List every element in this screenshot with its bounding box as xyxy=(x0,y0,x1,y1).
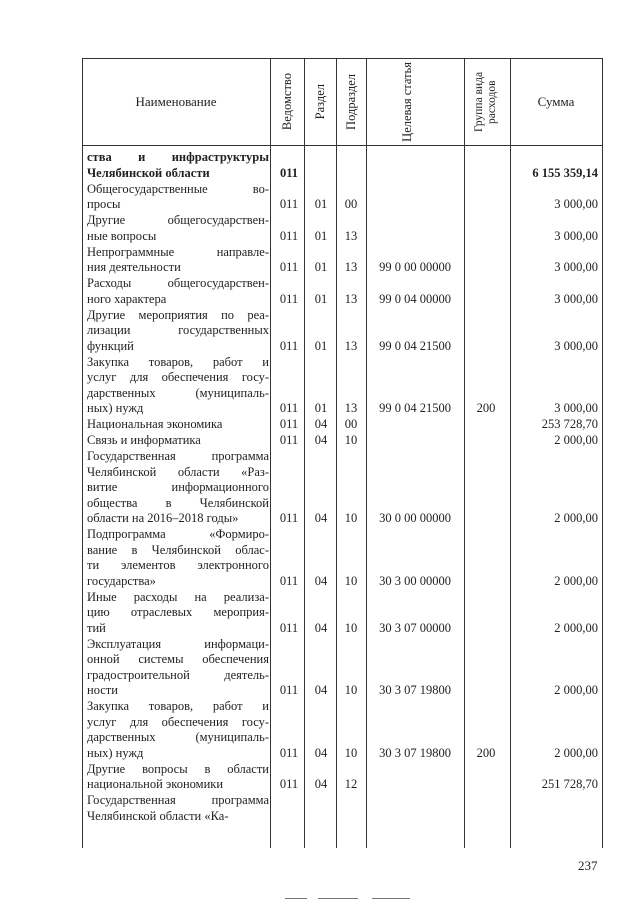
razdel-cell: 04 xyxy=(314,683,328,697)
header-summa-label: Сумма xyxy=(537,94,575,109)
celevaya-cell: 30 0 00 00000 xyxy=(379,511,451,525)
table-row xyxy=(82,527,602,589)
row-name xyxy=(87,245,269,276)
podrazdel-cell: 10 xyxy=(344,433,358,447)
table-row xyxy=(82,355,602,417)
header-vedomstvo-label: Ведомство xyxy=(279,73,294,131)
row-name-line: цию отраслевых мероприя- xyxy=(87,605,269,619)
row-name xyxy=(87,276,269,307)
row-name-line: Иные расходы на реализа- xyxy=(87,589,269,604)
vedomstvo-cell: 011 xyxy=(279,745,299,760)
celevaya-cell: 30 3 00 00000 xyxy=(379,573,451,588)
razdel-cell: 04 xyxy=(314,511,328,525)
table-row xyxy=(82,637,602,699)
razdel-cell: 04 xyxy=(314,777,328,791)
row-name-line: Другие мероприятия по реа- xyxy=(87,307,269,322)
row-name-line: Государственная программа xyxy=(87,793,269,807)
row-name-line: ные вопросы xyxy=(87,228,157,243)
summa-cell: 6 155 359,14 xyxy=(532,165,598,180)
table-row xyxy=(82,433,602,449)
header-razdel xyxy=(304,59,336,145)
row-name xyxy=(87,182,269,213)
row-name-line: Эксплуатация информаци- xyxy=(87,636,269,651)
row-name xyxy=(87,527,269,589)
row-name-line: ных) нужд xyxy=(87,745,144,760)
row-name-line: ного характера xyxy=(87,291,167,306)
celevaya-cell: 99 0 04 21500 xyxy=(379,401,451,415)
vedomstvo-cell: 011 xyxy=(279,291,299,306)
header-podrazdel xyxy=(336,59,366,145)
row-name-line: ти элементов электронного xyxy=(87,558,269,572)
vedomstvo-cell: 011 xyxy=(279,511,299,525)
row-name-line: услуг для обеспечения госу- xyxy=(87,714,269,729)
row-name xyxy=(87,699,269,761)
row-name-line: Закупка товаров, работ и xyxy=(87,699,269,713)
footer-mark xyxy=(372,898,410,899)
row-name-line: Другие вопросы в области xyxy=(87,761,269,776)
vedomstvo-cell: 011 xyxy=(279,401,299,415)
table-row xyxy=(82,417,602,433)
table-row xyxy=(82,276,602,307)
podrazdel-cell: 13 xyxy=(344,401,358,415)
footer-mark xyxy=(318,898,358,899)
row-name-line: Расходы общегосударствен- xyxy=(87,276,269,290)
footer-mark xyxy=(285,898,307,899)
summa-cell: 3 000,00 xyxy=(554,401,598,415)
page-number: 237 xyxy=(578,858,598,873)
razdel-cell: 04 xyxy=(314,620,328,635)
celevaya-cell: 30 3 07 00000 xyxy=(379,620,451,635)
row-name-line: витие информационного xyxy=(87,480,269,494)
row-name-line: ных) нужд xyxy=(87,401,144,415)
razdel-cell: 01 xyxy=(314,338,328,353)
row-name-line: вание в Челябинской облас- xyxy=(87,542,269,557)
razdel-cell: 01 xyxy=(314,197,328,211)
row-name xyxy=(87,793,269,824)
vedomstvo-cell: 011 xyxy=(279,620,299,635)
row-name xyxy=(87,637,269,699)
row-name-line: градостроительной деятель- xyxy=(87,667,269,682)
row-name-line: ности xyxy=(87,683,118,697)
row-name-line: тий xyxy=(87,620,106,635)
summa-cell: 2 000,00 xyxy=(554,620,598,635)
row-name-line: функций xyxy=(87,338,134,353)
row-name-line: Подпрограмма «Формиро- xyxy=(87,527,269,541)
table-row xyxy=(82,762,602,793)
razdel-cell: 01 xyxy=(314,401,328,415)
summa-cell: 2 000,00 xyxy=(554,745,598,760)
podrazdel-cell: 12 xyxy=(344,777,358,791)
vedomstvo-cell: 011 xyxy=(279,573,299,588)
celevaya-cell: 99 0 04 00000 xyxy=(379,291,451,306)
podrazdel-cell: 10 xyxy=(344,683,358,697)
podrazdel-cell: 13 xyxy=(344,260,358,274)
table-row xyxy=(82,213,602,244)
row-name-line: Закупка товаров, работ и xyxy=(87,354,269,369)
vedomstvo-cell: 011 xyxy=(279,683,299,697)
podrazdel-cell: 10 xyxy=(344,573,358,588)
row-name xyxy=(87,150,269,181)
summa-cell: 251 728,70 xyxy=(541,777,598,791)
gruppa-cell: 200 xyxy=(476,745,496,760)
summa-cell: 2 000,00 xyxy=(554,511,598,525)
row-name-line: ния деятельности xyxy=(87,260,181,274)
header-vedomstvo xyxy=(270,59,304,145)
podrazdel-cell: 10 xyxy=(344,620,358,635)
row-name-line: дарственных (муниципаль- xyxy=(87,385,269,400)
table-header xyxy=(82,58,602,146)
row-name-line: Связь и информатика xyxy=(87,433,201,447)
podrazdel-cell: 13 xyxy=(344,291,358,306)
header-celevaya-label: Целевая статья xyxy=(400,62,414,142)
vedomstvo-cell: 011 xyxy=(279,197,299,211)
row-name xyxy=(87,355,269,417)
row-name-line: Национальная экономика xyxy=(87,417,223,431)
razdel-cell: 04 xyxy=(314,433,328,447)
vedomstvo-cell: 011 xyxy=(279,228,299,243)
row-name-line: общества в Челябинской xyxy=(87,495,269,510)
row-name-line: лизации государственных xyxy=(87,323,269,337)
grid-line xyxy=(602,58,603,848)
header-summa xyxy=(510,59,602,145)
row-name xyxy=(87,762,269,793)
vedomstvo-cell: 011 xyxy=(279,338,299,353)
row-name xyxy=(87,449,269,527)
row-name-line: национальной экономики xyxy=(87,777,224,791)
header-name-label: Наименование xyxy=(135,94,217,109)
summa-cell: 2 000,00 xyxy=(554,433,598,447)
table-row xyxy=(82,150,602,181)
razdel-cell: 01 xyxy=(314,228,328,243)
row-name-line: Общегосударственные во- xyxy=(87,181,269,196)
summa-cell: 3 000,00 xyxy=(554,338,598,353)
row-name-line: области на 2016–2018 годы» xyxy=(87,511,239,525)
row-name-line: онной системы обеспечения xyxy=(87,652,269,666)
podrazdel-cell: 00 xyxy=(344,197,358,211)
header-podrazdel-label: Подраздел xyxy=(343,74,358,130)
row-name-line: Челябинской области xyxy=(87,165,210,180)
header-gruppa-label: Группа вида расходов xyxy=(473,71,498,133)
gruppa-cell: 200 xyxy=(476,401,496,415)
podrazdel-cell: 10 xyxy=(344,745,358,760)
row-name xyxy=(87,433,269,449)
table-row xyxy=(82,245,602,276)
table-row xyxy=(82,182,602,213)
summa-cell: 3 000,00 xyxy=(554,228,598,243)
vedomstvo-cell: 011 xyxy=(279,433,299,447)
podrazdel-cell: 13 xyxy=(344,228,358,243)
header-gruppa xyxy=(464,59,510,145)
summa-cell: 3 000,00 xyxy=(554,197,598,211)
vedomstvo-cell: 011 xyxy=(279,165,299,180)
podrazdel-cell: 13 xyxy=(344,338,358,353)
razdel-cell: 01 xyxy=(314,260,328,274)
row-name xyxy=(87,308,269,355)
razdel-cell: 04 xyxy=(314,745,328,760)
row-name-line: Челябинской области «Раз- xyxy=(87,464,269,479)
row-name xyxy=(87,417,269,433)
row-name-line: Государственная программа xyxy=(87,449,269,463)
row-name-line: государства» xyxy=(87,573,156,588)
row-name-line: услуг для обеспечения госу- xyxy=(87,370,269,384)
table-row xyxy=(82,590,602,637)
razdel-cell: 04 xyxy=(314,417,328,431)
razdel-cell: 01 xyxy=(314,291,328,306)
celevaya-cell: 99 0 00 00000 xyxy=(379,260,451,274)
table-row xyxy=(82,308,602,355)
summa-cell: 2 000,00 xyxy=(554,683,598,697)
row-name-line: Другие общегосударствен- xyxy=(87,213,269,227)
row-name xyxy=(87,213,269,244)
row-name-line: просы xyxy=(87,197,121,211)
header-celevaya xyxy=(366,59,464,145)
header-razdel-label: Раздел xyxy=(312,84,327,120)
summa-cell: 2 000,00 xyxy=(554,573,598,588)
table-row xyxy=(82,793,602,824)
row-name-line: дарственных (муниципаль- xyxy=(87,730,269,744)
razdel-cell: 04 xyxy=(314,573,328,588)
header-name xyxy=(82,59,270,145)
celevaya-cell: 30 3 07 19800 xyxy=(379,745,451,760)
row-name-line: Челябинской области «Ка- xyxy=(87,808,229,823)
vedomstvo-cell: 011 xyxy=(279,260,299,274)
row-name-line: Непрограммные направле- xyxy=(87,244,269,259)
celevaya-cell: 99 0 04 21500 xyxy=(379,338,451,353)
table-row xyxy=(82,699,602,761)
row-name xyxy=(87,590,269,637)
podrazdel-cell: 10 xyxy=(344,511,358,525)
summa-cell: 3 000,00 xyxy=(554,291,598,306)
table-row xyxy=(82,449,602,527)
vedomstvo-cell: 011 xyxy=(279,417,299,431)
summa-cell: 3 000,00 xyxy=(554,260,598,274)
celevaya-cell: 30 3 07 19800 xyxy=(379,683,451,697)
podrazdel-cell: 00 xyxy=(344,417,358,431)
row-name-line: ства и инфраструктуры xyxy=(87,150,269,164)
summa-cell: 253 728,70 xyxy=(541,417,598,431)
vedomstvo-cell: 011 xyxy=(279,777,299,791)
